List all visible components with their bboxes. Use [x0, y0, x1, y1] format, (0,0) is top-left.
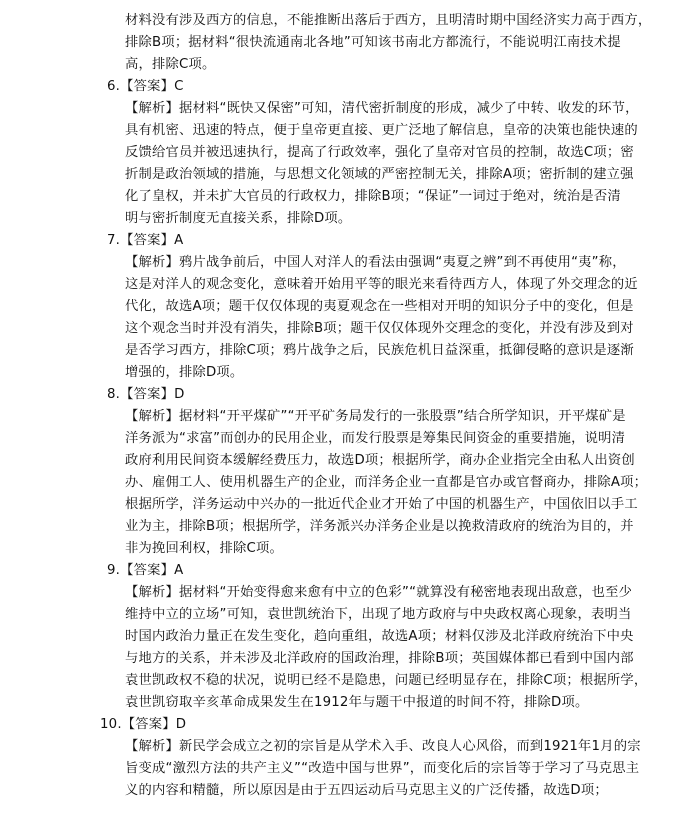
answer-heading: 6.【答案】C: [107, 79, 184, 94]
text-line: 根据所学，洋务运动中兴办的一批近代企业才开始了中国的机器生产，中国依旧以手工: [125, 497, 638, 512]
text-line: 排除B项；据材料“很快流通南北各地”可知该书南北方都流行，不能说明江南技术提: [125, 35, 621, 50]
text-line: 明与密折制度无直接关系，排除D项。: [125, 211, 352, 226]
text-line: 这是对洋人的观念变化，意味着开始用平等的眼光来看待西方人，体现了外交理念的近: [125, 277, 638, 292]
text-line: 【解析】据材料“开平煤矿”“开平矿务局发行的一张股票”结合所学知识，开平煤矿是: [125, 409, 626, 424]
text-line: 非为挽回利权，排除C项。: [125, 541, 283, 556]
text-line: 【解析】新民学会成立之初的宗旨是从学术入手、改良人心风俗，而到1921年1月的宗: [125, 739, 641, 754]
answer-heading: 9.【答案】A: [107, 563, 184, 578]
text-line: 办、雇佣工人、使用机器生产的企业，而洋务企业一直都是官办或官督商办，排除A项；: [125, 475, 648, 490]
text-line: 代化，故选A项；题干仅仅体现的夷夏观念在一些相对开明的知识分子中的变化，但是: [125, 299, 634, 314]
text-line: 旨变成“激烈方法的共产主义”“改造中国与世界”，而变化后的宗旨等于学习了马克思主: [125, 761, 640, 776]
text-line: 与地方的关系，并未涉及北洋政府的国政治理，排除B项；英国媒体都已看到中国内部: [125, 651, 634, 666]
text-line: 高，排除C项。: [125, 57, 216, 72]
text-line: 折制是政治领域的措施，与思想文化领域的严密控制无关，排除A项；密折制的建立强: [125, 167, 634, 182]
text-line: 增强的，排除D项。: [125, 365, 244, 380]
text-line: 是否学习西方，排除C项；鸦片战争之后，民族危机日益深重，抵御侵略的意识是逐渐: [125, 343, 634, 358]
text-line: 这个观念当时并没有消失，排除B项；题干仅仅体现外交理念的变化，并没有涉及到对: [125, 321, 634, 336]
text-line: 【解析】据材料“既快又保密”可知，清代密折制度的形成，减少了中转、收发的环节，: [125, 101, 639, 116]
text-line: 政府利用民间资本缓解经费压力，故选D项；根据所学，商办企业指完全由私人出资创: [125, 453, 635, 468]
text-line: 时国内政治力量正在发生变化，趋向重组，故选A项；材料仅涉及北洋政府统治下中央: [125, 629, 634, 644]
text-line: 业为主，排除B项；根据所学，洋务派兴办洋务企业是以挽救清政府的统治为目的，并: [125, 519, 634, 534]
answer-heading: 8.【答案】D: [107, 387, 185, 402]
text-line: 【解析】据材料“开始变得愈来愈有中立的色彩”“就算没有秘密地表现出敌意，也至少: [125, 585, 633, 600]
text-line: 义的内容和精髓，所以原因是由于五四运动后马克思主义的广泛传播，故选D项；: [125, 783, 608, 798]
text-line: 【解析】鸦片战争前后，中国人对洋人的看法由强调“夷夏之辨”到不再使用“夷”称，: [125, 255, 626, 270]
text-line: 材料没有涉及西方的信息，不能推断出落后于西方，且明清时期中国经济实力高于西方，: [125, 13, 652, 28]
text-line: 袁世凯窃取辛亥革命成果发生在1912年与题干中报道的时间不符，排除D项。: [125, 695, 589, 710]
text-line: 反馈给官员并被迅速执行，提高了行政效率，强化了皇帝对官员的控制，故选C项；密: [125, 145, 634, 160]
text-line: 维持中立的立场”可知，袁世凯统治下，出现了地方政府与中央政权离心现象，表明当: [125, 607, 632, 622]
text-line: 洋务派为“求富”而创办的民用企业，而发行股票是筹集民间资金的重要措施，说明清: [125, 431, 626, 446]
text-line: 化了皇权，并未扩大官员的行政权力，排除B项；“保证”一词过于绝对，统治是否清: [125, 189, 621, 204]
answer-heading: 10.【答案】D: [100, 717, 187, 732]
text-line: 袁世凯政权不稳的状况，说明已经不是隐患，问题已经明显存在，排除C项；根据所学，: [125, 673, 648, 688]
answer-heading: 7.【答案】A: [107, 233, 184, 248]
text-line: 具有机密、迅速的特点，便于皇帝更直接、更广泛地了解信息，皇帝的决策也能快速的: [125, 123, 638, 138]
